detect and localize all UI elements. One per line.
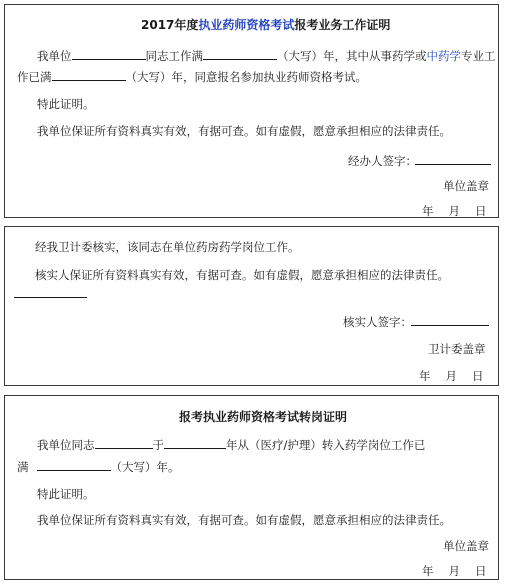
paragraph-1-line-2: 作已满 （大写）年，同意报名参加执业药师资格考试。 [17, 70, 367, 84]
title-highlight-link[interactable]: 执业药师资格考试 [198, 18, 295, 32]
transfer-certificate-panel [4, 395, 499, 580]
title-year: 2017年度 [141, 18, 199, 32]
verifier-guarantee-statement: 核实人保证所有资料真实有效，有据可查。如有虚假，愿意承担相应的法律责任。 [35, 268, 449, 282]
date-line: 年 月 日 [422, 564, 487, 578]
date-line: 年 月 日 [422, 204, 487, 218]
paragraph-1-line-2: 满 （大写）年。 [17, 460, 180, 474]
work-certificate-panel [4, 4, 499, 218]
years-blank[interactable] [203, 47, 277, 60]
guarantee-statement: 我单位保证所有资料真实有效，有据可查。如有虚假，愿意承担相应的法律责任。 [37, 124, 451, 138]
unit-name-blank[interactable] [72, 47, 146, 60]
verifier-signature-line[interactable] [411, 324, 489, 326]
signer-label: 经办人签字： [348, 154, 417, 168]
verification-panel [4, 226, 499, 386]
name-blank[interactable] [95, 436, 153, 449]
paragraph-1-line-1: 我单位同志 于 年从（医疗/护理）转入药学岗位工作已 [37, 438, 426, 452]
hereby-certify-text: 特此证明。 [37, 487, 95, 501]
year-blank[interactable] [164, 436, 226, 449]
unit-seal-label: 单位盖章 [443, 179, 489, 193]
signer-signature-line[interactable] [415, 163, 491, 165]
verifier-label: 核实人签字： [343, 315, 412, 329]
tcm-pharmacy-link[interactable]: 中药学 [426, 49, 461, 63]
verification-text: 经我卫计委核实，该同志在单位药房药学岗位工作。 [35, 240, 300, 254]
blank-line[interactable] [14, 296, 87, 298]
title-suffix: 报考业务工作证明 [294, 18, 391, 32]
years-blank[interactable] [37, 458, 111, 471]
hereby-certify-text: 特此证明。 [37, 97, 95, 111]
unit-seal-label: 单位盖章 [443, 539, 489, 553]
certificate-title: 报考执业药师资格考试转岗证明 [179, 410, 348, 424]
certificate-title [141, 16, 390, 33]
guarantee-statement: 我单位保证所有资料真实有效，有据可查。如有虚假，愿意承担相应的法律责任。 [37, 513, 451, 527]
health-commission-seal-label: 卫计委盖章 [428, 342, 486, 356]
pharmacy-years-blank[interactable] [52, 68, 126, 81]
date-line: 年 月 日 [419, 369, 484, 383]
paragraph-1-line-1: 我单位 同志工作满 （大写）年，其中从事药学或中药学专业工 [37, 49, 496, 63]
